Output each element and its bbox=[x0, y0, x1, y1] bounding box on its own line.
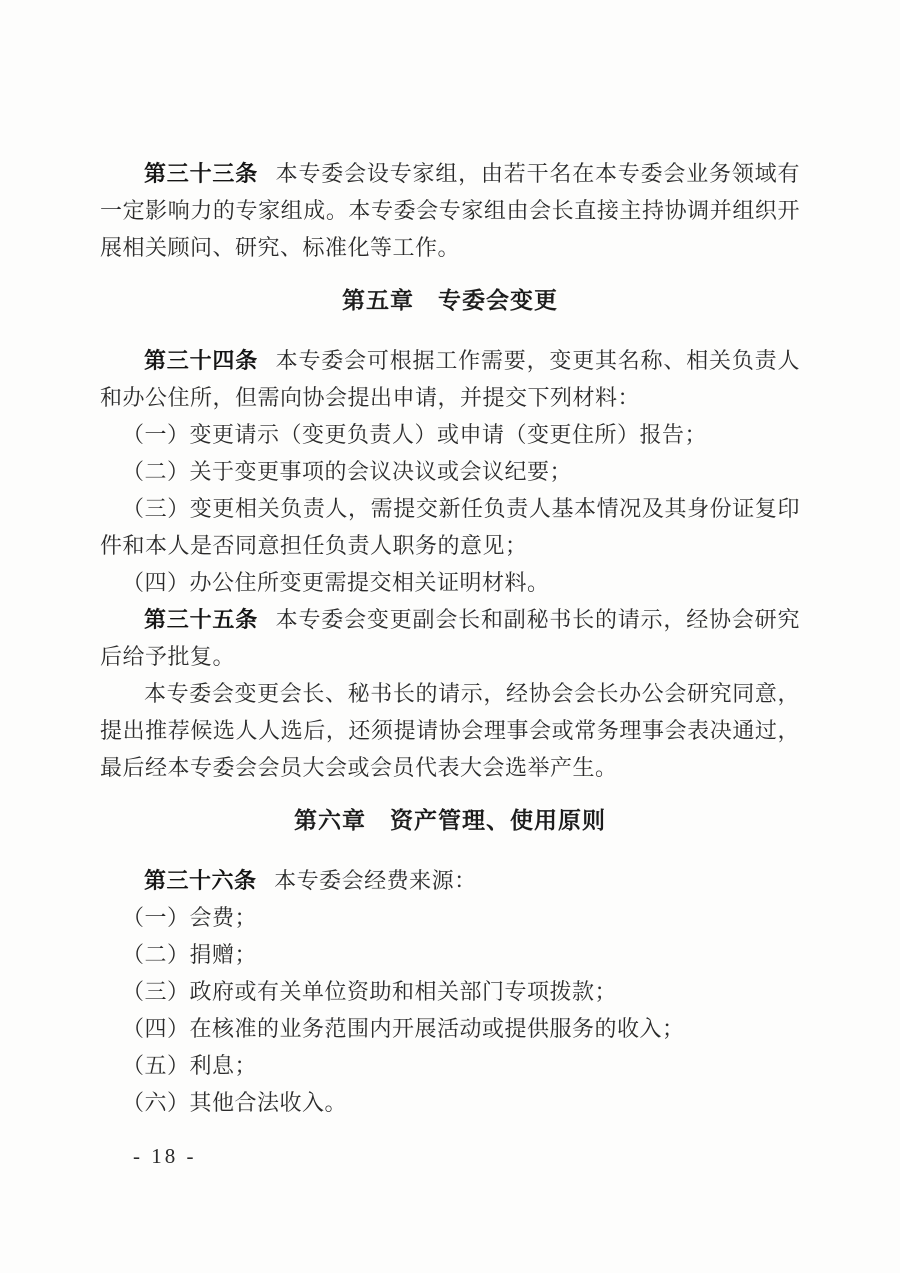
list-item: （二）关于变更事项的会议决议或会议纪要； bbox=[122, 459, 573, 484]
article-text: 本专委会可根据工作需要，变更其名称、相关负责人和办公住所，但需向协会提出申请，并提交下列材料： bbox=[100, 348, 800, 410]
article-number: 第三十三条 bbox=[144, 161, 259, 186]
list-item: （二）捐赠； bbox=[122, 942, 258, 967]
article-number: 第三十五条 bbox=[144, 607, 259, 632]
list-item: （五）利息； bbox=[122, 1053, 258, 1078]
article-paragraph bbox=[100, 342, 800, 416]
article-text: 本专委会经费来源： bbox=[274, 868, 477, 893]
page-number: - 18 - bbox=[133, 1144, 197, 1168]
article-paragraph bbox=[100, 601, 800, 675]
chapter-heading: 第五章 专委会变更 bbox=[342, 287, 558, 313]
list-item: （四）办公住所变更需提交相关证明材料。 bbox=[122, 570, 550, 595]
list-item: （一）会费； bbox=[122, 905, 258, 930]
article-number: 第三十四条 bbox=[144, 348, 259, 373]
chapter-heading: 第六章 资产管理、使用原则 bbox=[294, 807, 606, 833]
article-paragraph bbox=[100, 155, 800, 266]
article-text: 本专委会设专家组，由若干名在本专委会业务领域有一定影响力的专家组成。本专委会专家组由会长直接主持协调并组织开展相关顾问、研究、标准化等工作。 bbox=[100, 161, 800, 260]
list-item: （六）其他合法收入。 bbox=[122, 1090, 348, 1115]
list-item: （三）变更相关负责人，需提交新任负责人基本情况及其身份证复印件和本人是否同意担任负责人职务的意见； bbox=[100, 496, 800, 558]
list-item: （四）在核准的业务范围内开展活动或提供服务的收入； bbox=[122, 1016, 685, 1041]
list-item: （一）变更请示（变更负责人）或申请（变更住所）报告； bbox=[122, 422, 708, 447]
paragraph: 本专委会变更会长、秘书长的请示，经协会会长办公会研究同意，提出推荐候选人人选后，还须提请协会理事会或常务理事会表决通过，最后经本专委会会员大会或会员代表大会选举产生。 bbox=[100, 681, 800, 780]
article-paragraph bbox=[100, 862, 800, 899]
document-content bbox=[100, 155, 800, 1121]
list-item: （三）政府或有关单位资助和相关部门专项拨款； bbox=[122, 979, 618, 1004]
article-text: 本专委会变更副会长和副秘书长的请示，经协会研究后给予批复。 bbox=[100, 607, 800, 669]
article-number: 第三十六条 bbox=[144, 868, 257, 893]
